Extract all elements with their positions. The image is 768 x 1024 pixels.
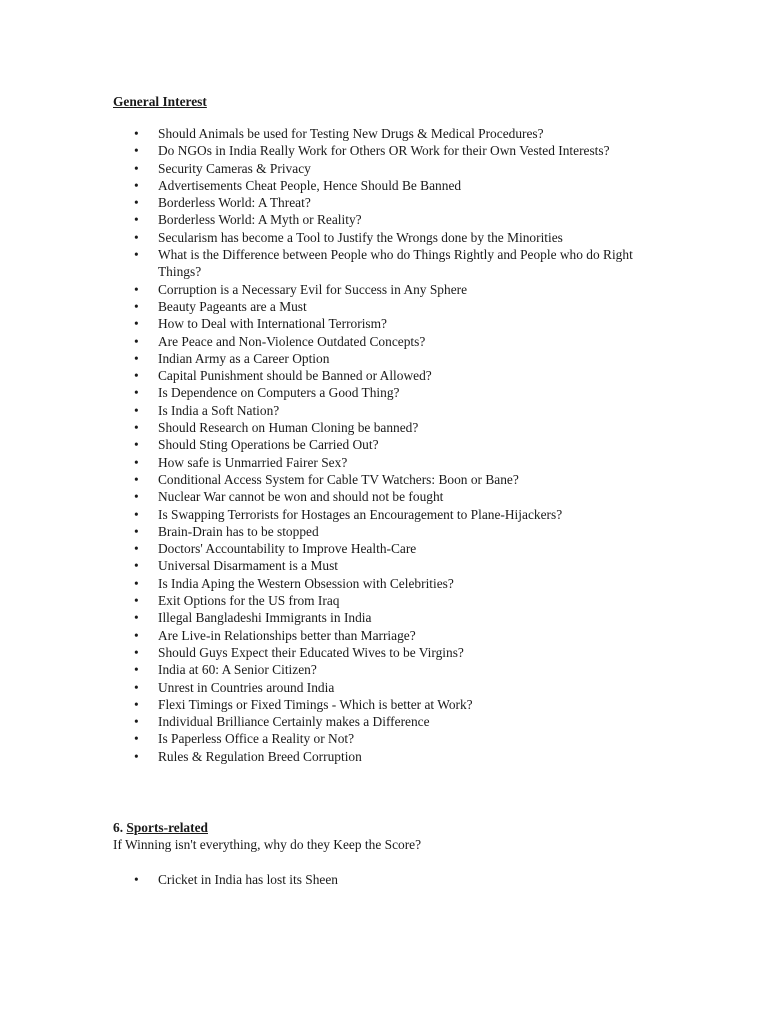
bullet-icon: • — [134, 610, 139, 626]
list-item — [113, 177, 653, 194]
list-item — [113, 367, 653, 384]
bullet-icon: • — [134, 714, 139, 730]
topic-text: Unrest in Countries around India — [158, 679, 335, 695]
bullet-icon: • — [134, 541, 139, 557]
topic-text: Should Sting Operations be Carried Out? — [158, 437, 379, 453]
topic-text: Are Live-in Relationships better than Marriage? — [158, 627, 416, 643]
topic-text: What is the Difference between People who do Things Rightly and People who do Right Things? — [158, 247, 633, 280]
list-item — [113, 211, 653, 228]
bullet-icon: • — [134, 368, 139, 384]
bullet-icon: • — [134, 523, 139, 539]
topic-text: Is Dependence on Computers a Good Thing? — [158, 385, 400, 401]
list-item — [113, 160, 653, 177]
general-interest-heading: General Interest — [113, 94, 207, 109]
topic-text: India at 60: A Senior Citizen? — [158, 662, 317, 678]
topic-text: Should Guys Expect their Educated Wives to be Virgins? — [158, 644, 464, 660]
bullet-icon: • — [134, 177, 139, 193]
sports-intro-text: If Winning isn't everything, why do they Keep the Score? — [113, 837, 422, 852]
list-item — [113, 523, 653, 540]
bullet-icon: • — [134, 679, 139, 695]
list-item — [113, 540, 653, 557]
sports-section-title: Sports-related — [126, 820, 208, 835]
list-item — [113, 384, 653, 401]
list-item — [113, 730, 653, 747]
topic-text: Are Peace and Non-Violence Outdated Concepts? — [158, 333, 426, 349]
bullet-icon: • — [134, 662, 139, 678]
list-item — [113, 402, 653, 419]
list-item — [113, 696, 653, 713]
list-item — [113, 627, 653, 644]
list-item — [113, 679, 653, 696]
bullet-icon: • — [134, 575, 139, 591]
list-item — [113, 609, 653, 626]
list-item — [113, 871, 653, 888]
topic-text: Individual Brilliance Certainly makes a Difference — [158, 714, 430, 730]
topic-text: Capital Punishment should be Banned or Allowed? — [158, 368, 432, 384]
bullet-icon: • — [134, 558, 139, 574]
bullet-icon: • — [134, 420, 139, 436]
topic-text: Corruption is a Necessary Evil for Success in Any Sphere — [158, 281, 468, 297]
sports-topic-list — [113, 871, 653, 888]
list-item — [113, 142, 653, 159]
topic-text: Flexi Timings or Fixed Timings - Which is better at Work? — [158, 696, 473, 712]
topic-text: Security Cameras & Privacy — [158, 160, 311, 176]
topic-text: Cricket in India has lost its Sheen — [158, 872, 339, 887]
list-item — [113, 246, 653, 281]
list-item — [113, 557, 653, 574]
sports-heading — [113, 819, 208, 836]
list-item — [113, 298, 653, 315]
list-item — [113, 661, 653, 678]
topic-text: Secularism has become a Tool to Justify the Wrongs done by the Minorities — [158, 229, 563, 245]
topic-text: Illegal Bangladeshi Immigrants in India — [158, 610, 372, 626]
bullet-icon: • — [134, 437, 139, 453]
topic-text: Universal Disarmament is a Must — [158, 558, 338, 574]
topic-text: Should Animals be used for Testing New Drugs & Medical Procedures? — [158, 126, 544, 141]
topic-text: Is India Aping the Western Obsession with Celebrities? — [158, 575, 454, 591]
list-item — [113, 281, 653, 298]
list-item — [113, 713, 653, 730]
list-item — [113, 454, 653, 471]
sports-section-number: 6. — [113, 820, 124, 835]
bullet-icon: • — [134, 644, 139, 660]
bullet-icon: • — [134, 731, 139, 747]
list-item — [113, 315, 653, 332]
bullet-icon: • — [134, 212, 139, 228]
list-item — [113, 488, 653, 505]
list-item — [113, 471, 653, 488]
bullet-icon: • — [134, 195, 139, 211]
topic-text: Beauty Pageants are a Must — [158, 298, 307, 314]
bullet-icon: • — [134, 454, 139, 470]
bullet-icon: • — [134, 247, 139, 263]
list-item — [113, 644, 653, 661]
topic-text: Exit Options for the US from Iraq — [158, 593, 340, 609]
bullet-icon: • — [134, 593, 139, 609]
topic-text: How safe is Unmarried Fairer Sex? — [158, 454, 348, 470]
topic-text: Doctors' Accountability to Improve Health-Care — [158, 541, 417, 557]
bullet-icon: • — [134, 229, 139, 245]
list-item — [113, 350, 653, 367]
bullet-icon: • — [134, 281, 139, 297]
bullet-icon: • — [134, 298, 139, 314]
bullet-icon: • — [134, 489, 139, 505]
topic-text: Advertisements Cheat People, Hence Should Be Banned — [158, 177, 462, 193]
topic-text: Is Swapping Terrorists for Hostages an Encouragement to Plane-Hijackers? — [158, 506, 563, 522]
general-interest-topic-list — [113, 125, 653, 765]
bullet-icon: • — [134, 748, 139, 764]
topic-text: Brain-Drain has to be stopped — [158, 523, 319, 539]
list-item — [113, 333, 653, 350]
bullet-icon: • — [134, 506, 139, 522]
list-item — [113, 506, 653, 523]
bullet-icon: • — [134, 471, 139, 487]
topic-text: Borderless World: A Threat? — [158, 195, 311, 211]
bullet-icon: • — [134, 696, 139, 712]
bullet-icon: • — [134, 402, 139, 418]
bullet-icon: • — [134, 126, 139, 141]
topic-text: How to Deal with International Terrorism? — [158, 316, 387, 332]
topic-text: Is India a Soft Nation? — [158, 402, 280, 418]
topic-text: Do NGOs in India Really Work for Others OR Work for their Own Vested Interests? — [158, 143, 610, 159]
bullet-icon: • — [134, 872, 139, 887]
list-item — [113, 194, 653, 211]
list-item — [113, 575, 653, 592]
list-item — [113, 592, 653, 609]
bullet-icon: • — [134, 627, 139, 643]
topic-text: Indian Army as a Career Option — [158, 350, 330, 366]
topic-text: Borderless World: A Myth or Reality? — [158, 212, 362, 228]
list-item — [113, 419, 653, 436]
topic-text: Should Research on Human Cloning be banned? — [158, 420, 419, 436]
bullet-icon: • — [134, 333, 139, 349]
list-item — [113, 748, 653, 765]
topic-text: Conditional Access System for Cable TV Watchers: Boon or Bane? — [158, 471, 519, 487]
list-item — [113, 125, 653, 142]
bullet-icon: • — [134, 316, 139, 332]
list-item — [113, 436, 653, 453]
bullet-icon: • — [134, 143, 139, 159]
bullet-icon: • — [134, 160, 139, 176]
topic-text: Nuclear War cannot be won and should not be fought — [158, 489, 444, 505]
bullet-icon: • — [134, 350, 139, 366]
topic-text: Rules & Regulation Breed Corruption — [158, 748, 362, 764]
list-item — [113, 229, 653, 246]
topic-text: Is Paperless Office a Reality or Not? — [158, 731, 355, 747]
bullet-icon: • — [134, 385, 139, 401]
